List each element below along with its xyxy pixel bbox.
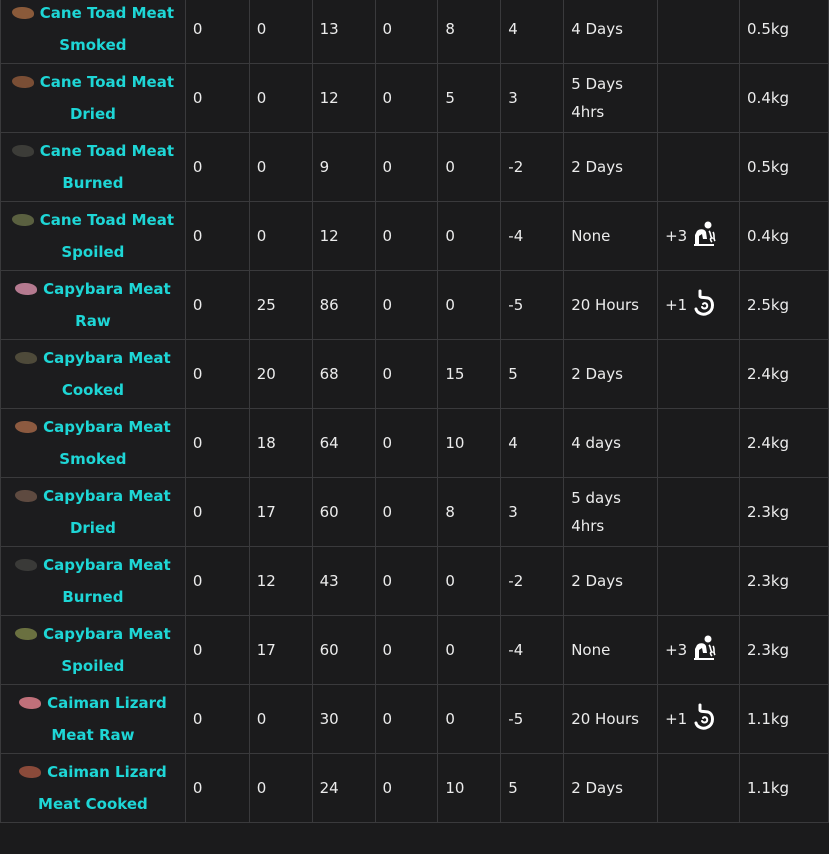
stat-cell-6: 5 [501,340,564,409]
stat-cell-3: 12 [312,202,375,271]
stat-cell-1: 0 [185,409,249,478]
weight-cell: 0.5kg [740,0,829,64]
item-state-link[interactable]: Smoked [59,450,127,468]
capybara-burned-meat-icon [15,559,37,571]
item-state-link[interactable]: Spoiled [61,243,125,261]
stat-cell-5: 10 [438,409,501,478]
table-row [1,271,829,340]
spoil-time: None [571,227,611,245]
item-state-link[interactable]: Meat Raw [51,726,135,744]
spoil-time-cell [564,271,658,340]
stat-cell-1: 0 [185,478,249,547]
stat-cell-6: -4 [501,616,564,685]
item-name-link[interactable]: Capybara Meat [43,280,171,298]
stat-cell-5: 8 [438,0,501,64]
capybara-dried-meat-icon [15,490,37,502]
stat-cell-4: 0 [375,616,438,685]
item-name-cell [1,478,186,547]
spoil-time-cell [564,202,658,271]
table-row [1,409,829,478]
stat-cell-4: 0 [375,202,438,271]
stat-cell-1: 0 [185,547,249,616]
effect-cell [658,409,740,478]
effect-cell [658,685,740,754]
stat-cell-6: 3 [501,64,564,133]
stat-cell-2: 0 [249,0,312,64]
spoil-time-cell [564,64,658,133]
stat-cell-4: 0 [375,340,438,409]
stat-cell-1: 0 [185,616,249,685]
cane-toad-burned-meat-icon [12,145,34,157]
stat-cell-2: 12 [249,547,312,616]
effect-cell [658,547,740,616]
stat-cell-6: 5 [501,754,564,823]
weight-cell: 2.3kg [740,547,829,616]
stat-cell-1: 0 [185,271,249,340]
cane-toad-dried-meat-icon [12,76,34,88]
stat-cell-6: 4 [501,409,564,478]
spoil-time: 20 Hours [571,296,639,314]
spoil-time-cell [564,409,658,478]
item-name-link[interactable]: Capybara Meat [43,556,171,574]
item-name-cell [1,754,186,823]
stat-cell-6: -2 [501,547,564,616]
stat-cell-1: 0 [185,0,249,64]
item-name-link[interactable]: Cane Toad Meat [39,211,175,229]
item-state-link[interactable]: Smoked [59,36,127,54]
item-name-cell [1,685,186,754]
weight-cell: 2.4kg [740,409,829,478]
cane-toad-spoiled-meat-icon [12,214,34,226]
spoil-time: 5 Days [571,75,623,93]
item-name-link[interactable]: Capybara Meat [43,625,171,643]
item-name-link[interactable]: Cane Toad Meat [39,142,175,160]
stat-cell-1: 0 [185,133,249,202]
stat-cell-3: 30 [312,685,375,754]
stat-cell-2: 0 [249,685,312,754]
item-name-link[interactable]: Capybara Meat [43,349,171,367]
weight-cell: 2.3kg [740,478,829,547]
cane-toad-smoked-meat-icon [12,7,34,19]
table-row [1,340,829,409]
effect-cell [658,754,740,823]
stat-cell-2: 17 [249,616,312,685]
weight-cell: 1.1kg [740,685,829,754]
spoil-time: None [571,641,611,659]
item-name-cell [1,271,186,340]
item-name-cell [1,616,186,685]
item-name-cell [1,409,186,478]
stat-cell-3: 12 [312,64,375,133]
effect-cell [658,202,740,271]
table-row [1,478,829,547]
stat-cell-6: -4 [501,202,564,271]
stat-cell-5: 0 [438,202,501,271]
weight-cell: 0.5kg [740,133,829,202]
spoil-time-extra: 4hrs [571,103,605,121]
item-name-cell [1,340,186,409]
stat-cell-1: 0 [185,754,249,823]
item-name-link[interactable]: Cane Toad Meat [39,73,175,91]
stat-cell-1: 0 [185,340,249,409]
spoil-time-cell [564,754,658,823]
effect-value: +1 [665,296,688,314]
effect-cell [658,478,740,547]
stat-cell-4: 0 [375,409,438,478]
stat-cell-6: -2 [501,133,564,202]
effect-value: +3 [665,641,688,659]
stat-cell-5: 0 [438,547,501,616]
stat-cell-2: 20 [249,340,312,409]
item-name-cell [1,547,186,616]
stat-cell-6: -5 [501,685,564,754]
stat-cell-2: 17 [249,478,312,547]
item-state-link[interactable]: Raw [75,312,111,330]
effect-cell [658,64,740,133]
vomit-icon [691,634,717,666]
stat-cell-4: 0 [375,0,438,64]
stat-cell-1: 0 [185,685,249,754]
item-state-link[interactable]: Meat Cooked [38,795,148,813]
table-row [1,0,829,64]
item-name-link[interactable]: Caiman Lizard [47,763,167,781]
item-name-link[interactable]: Cane Toad Meat [39,4,175,22]
stat-cell-4: 0 [375,478,438,547]
item-name-link[interactable]: Capybara Meat [43,487,171,505]
spoil-time: 5 days [571,489,621,507]
spoil-time: 4 Days [571,20,623,38]
spoil-time-cell [564,478,658,547]
stat-cell-5: 10 [438,754,501,823]
table-row [1,64,829,133]
capybara-spoiled-meat-icon [15,628,37,640]
item-name-cell [1,64,186,133]
stat-cell-6: -5 [501,271,564,340]
item-state-link[interactable]: Dried [69,519,116,537]
capybara-smoked-meat-icon [15,421,37,433]
table-row [1,685,829,754]
vomit-icon [691,220,717,252]
item-state-link[interactable]: Dried [69,105,116,123]
stat-cell-5: 15 [438,340,501,409]
stat-cell-5: 0 [438,685,501,754]
stat-cell-4: 0 [375,685,438,754]
stomach-icon [691,289,717,321]
item-name-link[interactable]: Capybara Meat [43,418,171,436]
spoil-time-cell [564,685,658,754]
table-row [1,547,829,616]
stat-cell-4: 0 [375,64,438,133]
caiman-lizard-cooked-meat-icon [19,766,41,778]
weight-cell: 2.5kg [740,271,829,340]
stat-cell-2: 0 [249,64,312,133]
spoil-time-extra: 4hrs [571,517,605,535]
stat-cell-5: 0 [438,271,501,340]
item-state-link[interactable]: Burned [62,588,124,606]
effect-cell [658,0,740,64]
stat-cell-5: 0 [438,133,501,202]
stat-cell-3: 68 [312,340,375,409]
spoil-time-cell [564,0,658,64]
stat-cell-6: 4 [501,0,564,64]
stat-cell-3: 13 [312,0,375,64]
item-name-cell [1,0,186,64]
stat-cell-3: 60 [312,478,375,547]
stat-cell-3: 60 [312,616,375,685]
spoil-time: 2 Days [571,779,623,797]
stomach-icon [691,703,717,735]
stat-cell-1: 0 [185,64,249,133]
stat-cell-2: 25 [249,271,312,340]
stat-cell-3: 24 [312,754,375,823]
item-state-link[interactable]: Burned [62,174,124,192]
stat-cell-2: 0 [249,754,312,823]
stat-cell-4: 0 [375,133,438,202]
weight-cell: 2.4kg [740,340,829,409]
item-state-link[interactable]: Spoiled [61,657,125,675]
item-name-cell [1,202,186,271]
item-state-link[interactable]: Cooked [61,381,124,399]
spoil-time-cell [564,133,658,202]
stat-cell-2: 0 [249,202,312,271]
effect-cell [658,616,740,685]
spoil-time: 4 days [571,434,621,452]
stat-cell-6: 3 [501,478,564,547]
caiman-lizard-raw-meat-icon [19,697,41,709]
weight-cell: 0.4kg [740,202,829,271]
table-row [1,616,829,685]
effect-cell [658,271,740,340]
spoil-time-cell [564,547,658,616]
weight-cell: 1.1kg [740,754,829,823]
spoil-time: 2 Days [571,572,623,590]
stat-cell-3: 9 [312,133,375,202]
spoil-time: 20 Hours [571,710,639,728]
weight-cell: 2.3kg [740,616,829,685]
item-name-cell [1,133,186,202]
stat-cell-3: 64 [312,409,375,478]
weight-cell: 0.4kg [740,64,829,133]
stat-cell-5: 8 [438,478,501,547]
stat-cell-2: 18 [249,409,312,478]
spoil-time: 2 Days [571,158,623,176]
stat-cell-5: 5 [438,64,501,133]
capybara-cooked-meat-icon [15,352,37,364]
stat-cell-4: 0 [375,271,438,340]
stat-cell-2: 0 [249,133,312,202]
effect-cell [658,133,740,202]
stat-cell-3: 86 [312,271,375,340]
table-row [1,133,829,202]
effect-value: +1 [665,710,688,728]
item-name-link[interactable]: Caiman Lizard [47,694,167,712]
stat-cell-4: 0 [375,547,438,616]
spoil-time-cell [564,616,658,685]
stat-cell-3: 43 [312,547,375,616]
table-row [1,202,829,271]
stat-cell-1: 0 [185,202,249,271]
effect-cell [658,340,740,409]
spoil-time-cell [564,340,658,409]
stat-cell-4: 0 [375,754,438,823]
table-row [1,754,829,823]
stat-cell-5: 0 [438,616,501,685]
spoil-time: 2 Days [571,365,623,383]
effect-value: +3 [665,227,688,245]
capybara-raw-meat-icon [15,283,37,295]
